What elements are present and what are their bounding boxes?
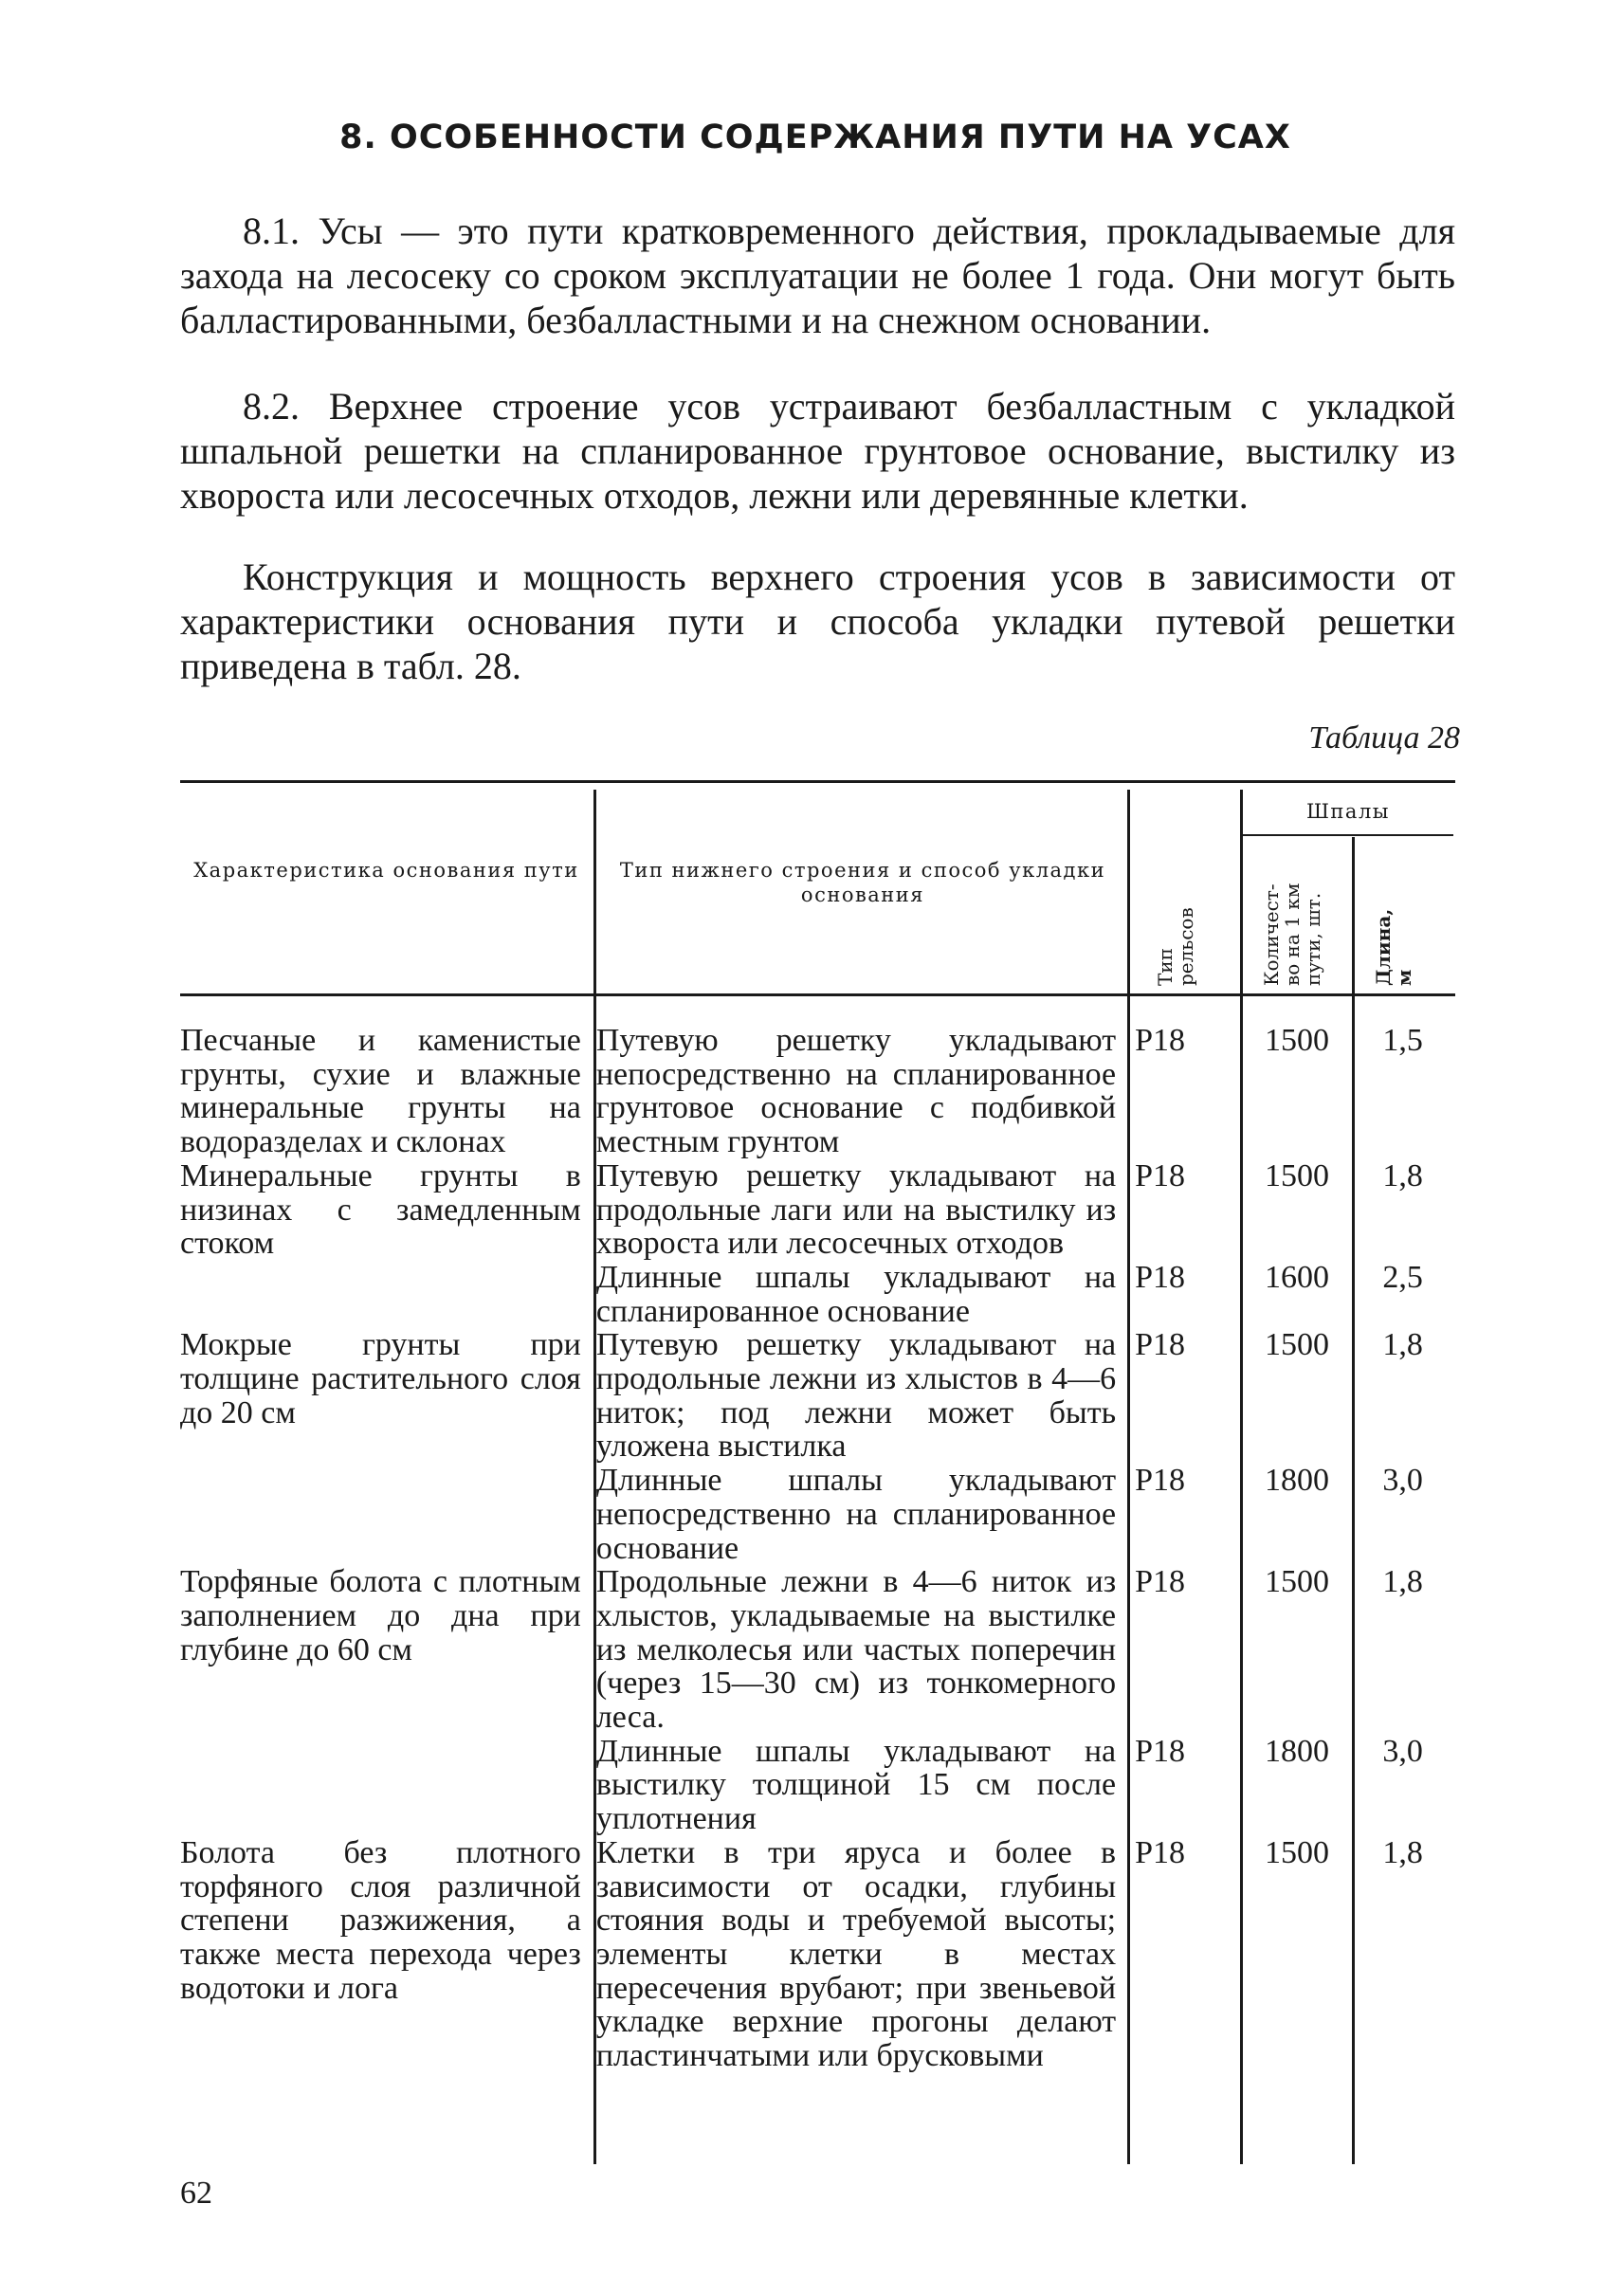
paragraph-table-reference: Конструкция и мощность верхнего строения усов в зависимости от характеристики основания пути и способа укладки путевой решетки приведена в табл. 28. [180, 556, 1455, 687]
header-sleepers: Шпалы [1305, 800, 1391, 823]
table-row [180, 1836, 1455, 2073]
table-row [180, 1565, 1455, 1735]
page-number: 62 [180, 2176, 212, 2211]
cell-substructure: Клетки в три яруса и более в зависимости от осадки, глубины стояния воды и требуемой высоты; элементы клетки в местах пересечения врубают; при звеньевой укладке верхние прогоны делают пластинчатыми или брусковыми [595, 1834, 1117, 2074]
cell-quantity: 1500 [1265, 1157, 1330, 1193]
cell-length: 1,8 [1382, 1327, 1423, 1363]
header-sleeper-quantity: Количест- во на 1 км пути, шт. [1260, 883, 1324, 986]
cell-length: 3,0 [1382, 1733, 1423, 1769]
table-top-rule [180, 780, 1455, 783]
cell-quantity: 1800 [1265, 1463, 1330, 1499]
table-row [180, 1159, 1455, 1261]
header-rail-type: Тип рельсов [1154, 907, 1197, 986]
cell-characteristic: Мокрые грунты при толщине растительного слоя до 20 см [180, 1327, 581, 1430]
table-row [180, 1024, 1455, 1159]
cell-characteristic [180, 1735, 589, 1836]
header-sleeper-length: Длина, м [1372, 908, 1415, 986]
cell-quantity: 1500 [1265, 1327, 1330, 1363]
section-title: 8. ОСОБЕННОСТИ СОДЕРЖАНИЯ ПУТИ НА УСАХ [339, 118, 1291, 156]
cell-substructure: Длинные шпалы укладывают на спланированное основание [595, 1259, 1117, 1329]
cell-characteristic [180, 1261, 589, 1328]
cell-rail-type: Р18 [1135, 1733, 1186, 1769]
table-caption: Таблица 28 [1308, 720, 1460, 756]
paragraph-8-1: 8.1. Усы — это пути кратковременного действия, прокладываемые для захода на лесосеку со сроком эксплуатации не более 1 года. Они могут быть балластированными, безбалластными и на снежном основании. [180, 209, 1455, 341]
header-substructure: Тип нижнего строения и способ укладки основания [619, 859, 1106, 906]
cell-quantity: 1800 [1265, 1733, 1330, 1769]
cell-substructure: Продольные лежни в 4—6 ниток из хлыстов, укладываемые на выстилке из мелколесья или частых поперечин (через 15—30 см) из тонкомерного леса. [595, 1564, 1117, 1736]
cell-characteristic: Песчаные и каменистые грунты, сухие и влажные минеральные грунты на водоразделах и склонах [180, 1023, 581, 1160]
cell-rail-type: Р18 [1135, 1463, 1186, 1499]
cell-characteristic: Торфяные болота с плотным заполнением до дна при глубине до 60 см [180, 1564, 581, 1667]
cell-length: 1,5 [1382, 1023, 1423, 1058]
cell-substructure: Путевую решетку укладывают на продольные лаги или на выстилку из хвороста или лесосечных отходов [595, 1157, 1117, 1262]
table-row [180, 1735, 1455, 1836]
table-row [180, 1328, 1455, 1464]
cell-characteristic [180, 1464, 589, 1565]
cell-rail-type: Р18 [1135, 1023, 1186, 1058]
cell-substructure: Путевую решетку укладывают непосредственно на спланированное грунтовое основание с подбивкой местным грунтом [595, 1023, 1117, 1160]
table-row [180, 1464, 1455, 1565]
table-body [180, 1024, 1455, 2073]
table-header-rule [180, 993, 1455, 996]
cell-length: 3,0 [1382, 1463, 1423, 1499]
cell-length: 2,5 [1382, 1259, 1423, 1295]
cell-length: 1,8 [1382, 1564, 1423, 1600]
sleepers-header-rule [1240, 834, 1453, 836]
cell-substructure: Длинные шпалы укладывают на выстилку толщиной 15 см после уплотнения [595, 1733, 1117, 1837]
cell-length: 1,8 [1382, 1157, 1423, 1193]
cell-quantity: 1500 [1265, 1023, 1330, 1058]
header-characteristic: Характеристика основания пути [193, 859, 579, 882]
cell-substructure: Длинные шпалы укладывают непосредственно на спланированное основание [595, 1463, 1117, 1566]
cell-rail-type: Р18 [1135, 1564, 1186, 1600]
cell-quantity: 1500 [1265, 1834, 1330, 1870]
cell-characteristic: Болота без плотного торфяного слоя различной степени разжижения, а также места перехода через водотоки и лога [180, 1834, 581, 2006]
cell-rail-type: Р18 [1135, 1834, 1186, 1870]
cell-rail-type: Р18 [1135, 1327, 1186, 1363]
cell-length: 1,8 [1382, 1834, 1423, 1870]
paragraph-8-2: 8.2. Верхнее строение усов устраивают безбалластным с укладкой шпальной решетки на спланированное грунтовое основание, выстилку из хвороста или лесосечных отходов, лежни или деревянные клетки. [180, 385, 1455, 517]
cell-characteristic: Минеральные грунты в низинах с замедленным стоком [180, 1157, 581, 1262]
cell-substructure: Путевую решетку укладывают на продольные лежни из хлыстов в 4—6 ниток; под лежни может быть уложена выстилка [595, 1327, 1117, 1465]
table-row [180, 1261, 1455, 1328]
cell-rail-type: Р18 [1135, 1259, 1186, 1295]
cell-quantity: 1600 [1265, 1259, 1330, 1295]
cell-rail-type: Р18 [1135, 1157, 1186, 1193]
cell-quantity: 1500 [1265, 1564, 1330, 1600]
